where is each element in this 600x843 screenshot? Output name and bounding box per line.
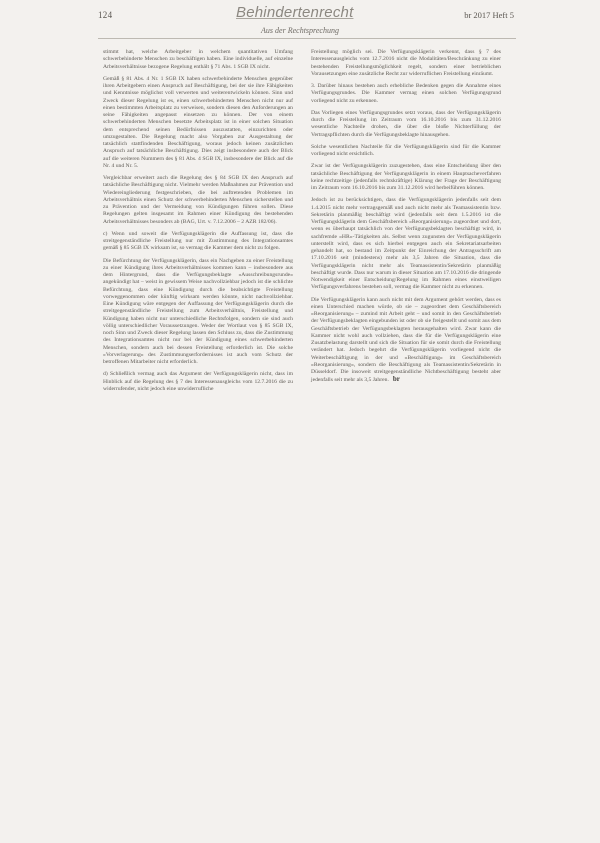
paragraph: c) Wenn und soweit die Verfügungsklägerin die Auffassung ist, dass die streitgegenständliche Freistellung nur mit Zustimmung des Integrationsamtes gemäß § 85 SGB IX wirksam ist, so vermag die Kammer dem nicht zu folgen.	[103, 230, 293, 252]
left-column	[103, 49, 293, 398]
header-rule	[98, 38, 516, 39]
issue-label: br 2017 Heft 5	[464, 10, 514, 20]
paragraph-text: Die Verfügungsklägerin kann auch nicht mit dem Argument gehört werden, dass es einen Unterschied machen würde, ob sie – zugeordnet dem Geschäftsbereich »Reorganisierung« – zumind mit Arbeit geht – und somit in den Geschäftsbetrieb der Verfügungsbeklagten eingebunden ist oder ob sie freigestellt und somit aus dem Geschäftsbetrieb der Verfügungsbeklagten herausgehalten wird. Zwar kann die Kammer nicht wohl auch vollziehen, dass die für die Verfügungsklägerin eine Zusatzbelastung darstellt und sich die Situation für sie somit durch die Freistellung verändert hat. Jedoch begehrt die Verfügungsklägerin vorliegend nicht die Weiterbeschäftigung in der und »Beschäftigung« im Geschäftsbereich »Reorganisierung«, sondern die Beschäftigung als Teamassistentin/Sekretärin in Düsseldorf. Die insoweit streitgegenständliche Nichtbeschäftigung besteht aber jedenfalls seit mehr als 3,5 Jahren.	[311, 296, 501, 384]
end-mark: br	[392, 375, 400, 384]
paragraph: Jedoch ist zu berücksichtigen, dass die Verfügungsklägerin jedenfalls seit dem 1.4.2015 nicht mehr vertragsgemäß und auch nicht mehr als Teamassistentin bzw. Sekretärin planmäßig beschäftigt wird (jedenfalls seit dem 1.5.2016 ist die Verfügungsklägerin dem Geschäftsbereich »Reorganisierung« zugeordnet und dort, wenn es überhaupt tatsächlich von der Verfügungsbeklagten beschäftigt wird, in sachfremde »HR«-Tätigkeiten als. Selbst wenn zugunsten der Verfügungsklägerin unterstellt wird, dass es sich hierbei entgegen auch ein Sekretariatsarbeiten gehandelt hat, so bestand im Zeitpunkt der Einreichung der Antragsschrift am 17.10.2016 seit (mindestens) mehr als 3,5 Jahren die Situation, dass die Verfügungsklägerin nicht mehr als Teamassistentin/Sekretärin planmäßig beschäftigt wurde. Dass nur warum in dieser Situation am 17.10.2016 die dringende Notwendigkeit einer Entscheidung/Regelung im Rahmen eines einstweiligen Verfügungsverfahrens bestehen soll, vermag die Kammer nicht zu erkennen.	[311, 197, 501, 291]
right-column	[311, 49, 501, 390]
paragraph: Vergleichbar erweitert auch die Regelung des § 84 SGB IX den Anspruch auf tatsächliche Beschäftigung nicht. Vielmehr werden Maßnahmen zur Prävention und Wiedereingliederung festgeschrieben, die bei auftretenden Problemen im Arbeitsverhältnis einen Schutz der schwerbehinderten Menschen sicherstellen und zu Prävention und der Vermeidung von Kündigungen führen sollen. Diese Regelungen gelten insgesamt im Rahmen einer Kündigung des bestehenden Arbeitsverhältnisses besonders ab (BAG, Urt. v. 7.12.2006 – 2 AZR 182/06).	[103, 175, 293, 225]
section-title: Aus der Rechtsprechung	[261, 26, 339, 35]
paragraph: Gemäß § 81 Abs. 4 Nr. 1 SGB IX haben schwerbehinderte Menschen gegenüber ihren Arbeitgebern einen Anspruch auf Beschäftigung, bei der sie ihre Fähigkeiten und Kenntnisse möglichst voll verwerten und weiterentwickeln können. Sinn und Zweck dieser Regelung ist es, einen schwerbehinderten Menschen nicht nur auf einen bestimmten Arbeitsplatz zu verweisen, sondern diesen den Anforderungen an seine Fähigkeiten angepasst einsetzen zu können. Der von einem schwerbehinderten Menschen besetzte Arbeitsplatz ist in einer solchen Situation dem entsprechend seinen Bedürfnissen auszustatten, einzurichten oder umzugestalten. Die Regelung macht also Vorgaben zur Ausgestaltung der tatsächlich stattfindenden Beschäftigung, woraus jedoch keinen zusätzlichen Anspruch auf tatsächliche Beschäftigung. Dies zeigt insbesondere auch der Blick auf die weiteren Nummern des § 81 Abs. 4 SGB IX, insbesondere der Blick auf die Nr. 4 und Nr. 5.	[103, 75, 293, 169]
paragraph-last	[311, 297, 501, 385]
paragraph: d) Schließlich vermag auch das Argument der Verfügungsklägerin nicht, dass im Hinblick auf die Regelung des § 7 des Interessenausgleichs vom 12.7.2016 die zu widerrufender, nicht jedoch eine unwiderrufliche	[103, 371, 293, 392]
paragraph: Solche wesentlichen Nachteile für die Verfügungsklägerin sind für die Kammer vorliegend nicht ersichtlich.	[311, 143, 501, 157]
page-header	[0, 0, 600, 44]
paragraph: 3. Darüber hinaus bestehen auch erhebliche Bedenken gegen die Annahme eines Verfügungsgrundes. Die Kammer vermag einen solchen Verfügungsgrund vorliegend nicht zu erkennen.	[311, 83, 501, 104]
paragraph: stimmt hat, welche Arbeitgeber in welchem quantitativen Umfang schwerbehinderte Menschen zu beschäftigen haben. Eine individuelle, auf einzelne Arbeitsverhältnisse bezogene Regelung enthält § 71 Abs. 1 SGB IX nicht.	[103, 49, 293, 70]
page-number: 124	[98, 10, 113, 20]
paragraph: Zwar ist der Verfügungsklägerin zuzugestehen, dass eine Entscheidung über den tatsächliche Beschäftigung der Verfügungsklägerin in einem Hauptsacheverfahren keine rechtzeitige (jedenfalls rechtskräftige) Klärung der Frage der Beschäftigung im Zeitraum vom 16.10.2016 bis zum 31.12.2016 wird herbeiführen können.	[311, 163, 501, 191]
paragraph: Das Vorliegen eines Verfügungsgrundes setzt voraus, dass der Verfügungsklägerin durch die Freistellung im Zeitraum vom 16.10.2016 bis zum 31.12.2016 wesentliche Nachteile drohen, die über die bloße Nichterfüllung der Vertragspflichten durch die Verfügungsbeklagte hinausgehen.	[311, 109, 501, 138]
paragraph: Die Befürchtung der Verfügungsklägerin, dass ein Nachgeben zu einer Freistellung zu einer Kündigung ihres Arbeitsverhältnisses kommen kann – insbesondere aus dem Hintergrund, dass die Verfügungsbeklagte »Ausschreibungsrunde« angekündigt hat – weist in gewissem Weise nachvollziehbar jedoch ist die schlichte Befürchtung, dass eine Kündigung durch die beabsichtigte Freistellung vorweggenommen oder künftig wirksam werden könnte, nicht nachvollziehbar. Eine Kündigung wäre entgegen der Auffassung der Verfügungsklägerin durch die streitgegenständliche Freistellung zum Arbeitsverhältnis, Freistellung und Kündigung haben nicht nur unterschiedliche Rechtsfolgen, sondern sie sind auch völlig unterschiedlicher Voraussetzungen. Weder der Wortlaut von § 85 SGB IX, noch Sinn und Zweck dieser Regelung lassen den Schluss zu, dass die Zustimmung des Integrationsamtes nicht nur bei der Kündigung eines schwerbehinderten Menschen, sondern auch bei dessen Freistellung erforderlich ist. Die solche »Vorverlagerung« des Zustimmungserfordernisses ist auch vom Schutz der betroffenen Mitarbeiter nicht erforderlich.	[103, 257, 293, 365]
paragraph: Freistellung möglich sei. Die Verfügungsklägerin verkennt, dass § 7 des Interessenausgleichs vom 12.7.2016 nicht die Modalitäten/Beschränkung zu einer bestehenden Freistellungsmöglichkeit regelt, sondern einer betrieblichen Vorausetzungen eine zusätzliche Recht zur widerruflichen Freistellung einräumt.	[311, 49, 501, 77]
journal-name: Behindertenrecht	[236, 4, 354, 21]
